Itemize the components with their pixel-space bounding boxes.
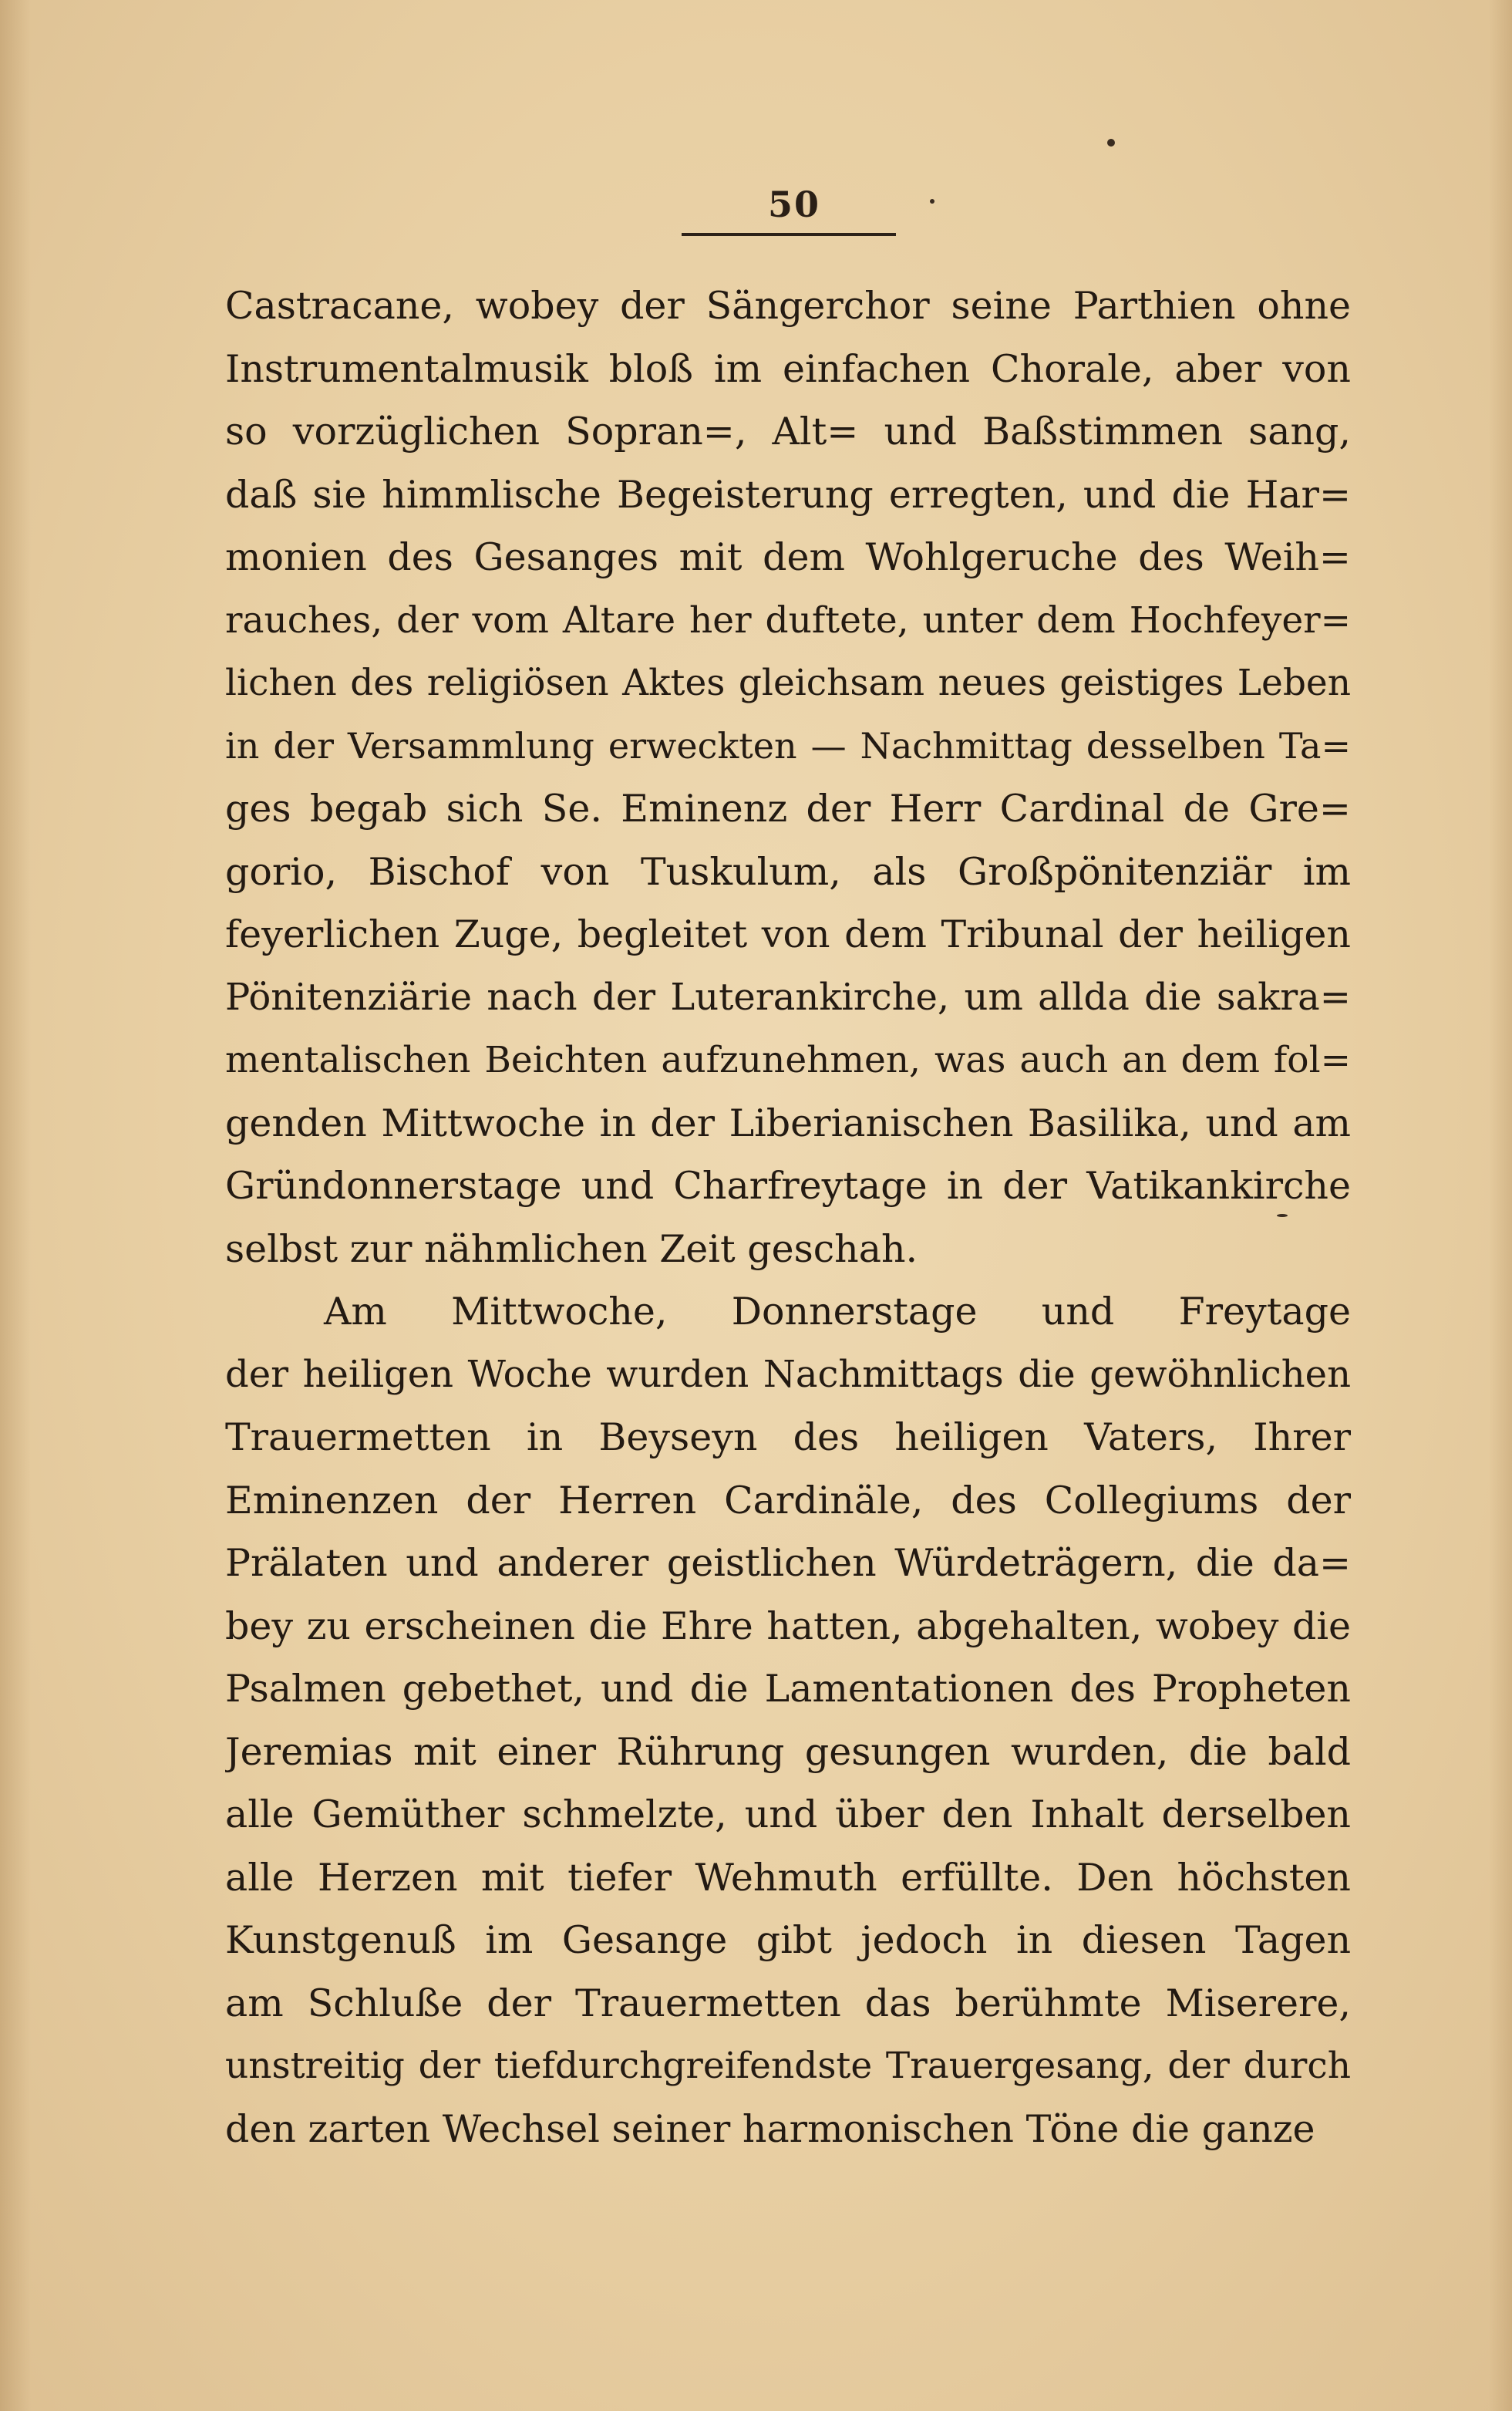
text-line: Instrumentalmusik bloß im einfachen Chorale, aber von xyxy=(225,346,1351,391)
text-line: selbst zur nähmlichen Zeit geschah. xyxy=(225,1226,918,1271)
text-line: daß sie himmlische Begeisterung erregten, und die Har= xyxy=(225,472,1351,517)
text-line: rauches, der vom Altare her duftete, unter dem Hochfeyer= xyxy=(225,599,1351,642)
text-line: genden Mittwoche in der Liberianischen Basilika, und am xyxy=(225,1101,1351,1145)
text-line: gorio, Bischof von Tuskulum, als Großpönitenziär im xyxy=(225,849,1351,894)
page-number: 50 xyxy=(767,184,820,225)
text-line: Gründonnerstage und Charfreytage in der Vatikankirche xyxy=(225,1164,1351,1208)
text-line: Trauermetten in Beyseyn des heiligen Vaters, Ihrer xyxy=(225,1415,1351,1459)
page-edge-shadow xyxy=(1489,0,1512,2411)
text-line: den zarten Wechsel seiner harmonischen Töne die ganze xyxy=(225,2106,1315,2151)
text-line: in der Versammlung erweckten — Nachmittag desselben Ta= xyxy=(225,724,1351,767)
text-line: Psalmen gebethet, und die Lamentationen des Propheten xyxy=(225,1667,1351,1711)
text-line: unstreitig der tiefdurchgreifendste Trauergesang, der durch xyxy=(225,2045,1351,2087)
page-edge-shadow xyxy=(0,0,31,2411)
header-rule xyxy=(682,233,896,236)
text-line: bey zu erscheinen die Ehre hatten, abgehalten, wobey die xyxy=(225,1603,1351,1648)
text-line: alle Gemüther schmelzte, und über den Inhalt derselben xyxy=(225,1792,1351,1836)
text-line: am Schluße der Trauermetten das berühmte Miserere, xyxy=(225,1981,1351,2025)
text-line: alle Herzen mit tiefer Wehmuth erfüllte. Den höchsten xyxy=(225,1855,1351,1900)
text-line: Eminenzen der Herren Cardinäle, des Collegiums der xyxy=(225,1478,1351,1522)
text-line: Jeremias mit einer Rührung gesungen wurden, die bald xyxy=(225,1729,1351,1774)
paragraph xyxy=(225,1280,1351,2160)
text-line: Castracane, wobey der Sängerchor seine Parthien ohne xyxy=(225,284,1351,328)
text-line: so vorzüglichen Sopran=, Alt= und Baßstimmen sang, xyxy=(225,410,1351,454)
text-line: lichen des religiösen Aktes gleichsam neues geistiges Leben xyxy=(225,662,1351,704)
paper-speck xyxy=(1107,139,1115,147)
text-line: monien des Gesanges mit dem Wohlgeruche des Weih= xyxy=(225,535,1351,579)
text-line: Am Mittwoche, Donnerstage und Freytage xyxy=(324,1290,1351,1334)
body-text xyxy=(225,275,1351,2160)
text-line: Pönitenziärie nach der Luterankirche, um allda die sakra= xyxy=(225,975,1351,1019)
paragraph xyxy=(225,275,1351,1280)
text-line: der heiligen Woche wurden Nachmittags die gewöhnlichen xyxy=(225,1352,1351,1396)
text-line: mentalischen Beichten aufzunehmen, was auch an dem fol= xyxy=(225,1039,1351,1081)
text-line: Prälaten und anderer geistlichen Würdeträgern, die da= xyxy=(225,1541,1351,1585)
text-line: ges begab sich Se. Eminenz der Herr Cardinal de Gre= xyxy=(225,787,1351,831)
text-line: Kunstgenuß im Gesange gibt jedoch in diesen Tagen xyxy=(225,1918,1351,1962)
text-line: feyerlichen Zuge, begleitet von dem Tribunal der heiligen xyxy=(225,912,1351,956)
